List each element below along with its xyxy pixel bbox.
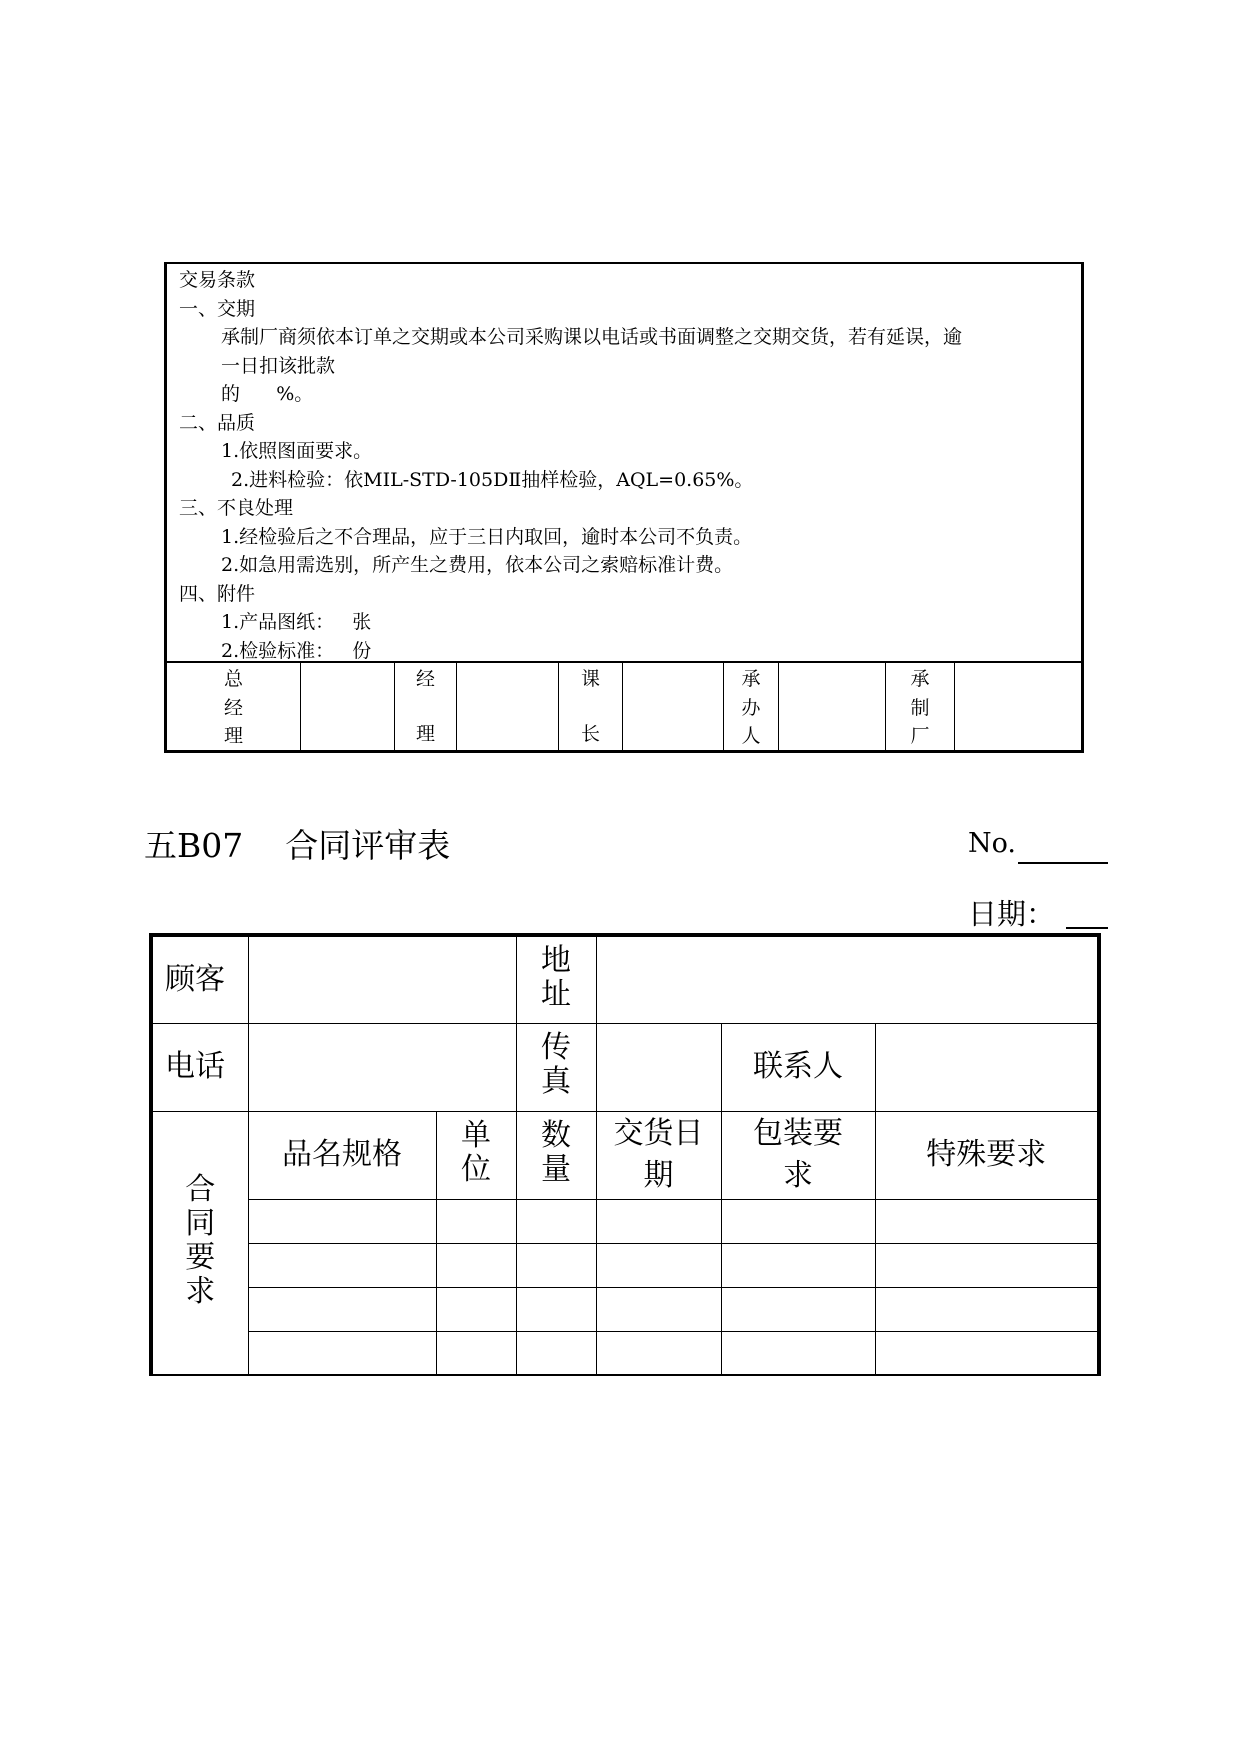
- section-defect-heading: 三、不良处理: [179, 497, 294, 519]
- defect-item-1: 1.经检验后之不合理品，应于三日内取回，逾时本公司不负责。: [221, 525, 753, 548]
- customer-label: 顾客: [151, 935, 248, 1023]
- cell-unit[interactable]: [436, 1243, 516, 1287]
- cell-quantity[interactable]: [516, 1243, 596, 1287]
- cell-delivery-date[interactable]: [596, 1287, 721, 1331]
- table-row: [151, 1331, 1099, 1375]
- cell-product-spec[interactable]: [248, 1243, 436, 1287]
- address-field[interactable]: [596, 935, 1099, 1023]
- cell-packaging[interactable]: [721, 1199, 875, 1243]
- col-delivery-date-cell: [596, 1111, 721, 1199]
- cell-quantity[interactable]: [516, 1331, 596, 1375]
- cell-packaging[interactable]: [721, 1243, 875, 1287]
- handler-signature-field[interactable]: [779, 663, 886, 750]
- section-quality-heading: 二、品质: [179, 411, 256, 434]
- cell-delivery-date[interactable]: [596, 1243, 721, 1287]
- section-chief-label: 课 长: [559, 663, 623, 750]
- table-row: [151, 1243, 1099, 1287]
- cell-unit[interactable]: [436, 1331, 516, 1375]
- form-date-field[interactable]: [1066, 927, 1108, 929]
- cell-product-spec[interactable]: [248, 1287, 436, 1331]
- gm-signature-field[interactable]: [301, 663, 395, 750]
- fax-label: 传真: [541, 1030, 571, 1099]
- contract-header-row: [151, 1111, 1099, 1199]
- address-label: 地址: [541, 942, 571, 1012]
- attachment-item-1: 1.产品图纸： 张: [221, 611, 372, 633]
- gm-label: 总 经 理: [167, 663, 301, 750]
- table-row: [151, 1199, 1099, 1243]
- cell-special[interactable]: [875, 1331, 1099, 1375]
- contract-req-label-cell: [151, 1111, 248, 1375]
- form-title: 五B07 合同评审表: [144, 826, 451, 865]
- col-delivery-date: 交货日期: [613, 1116, 704, 1193]
- contractor-label: 承 制 厂: [886, 663, 955, 750]
- contractor-signature-field[interactable]: [955, 663, 1081, 750]
- col-special: 特殊要求: [875, 1111, 1099, 1199]
- defect-item-2: 2.如急用需选别，所产生之费用，依本公司之索赔标准计费。: [221, 554, 734, 576]
- quality-item-1: 1.依照图面要求。: [221, 440, 373, 462]
- col-quantity: 数量: [541, 1118, 571, 1187]
- col-packaging-cell: [721, 1111, 875, 1199]
- cell-unit[interactable]: [436, 1199, 516, 1243]
- trade-terms-box: [164, 262, 1084, 753]
- cell-product-spec[interactable]: [248, 1331, 436, 1375]
- cell-packaging[interactable]: [721, 1287, 875, 1331]
- table-row: [151, 1287, 1099, 1331]
- cell-special[interactable]: [875, 1243, 1099, 1287]
- phone-label: 电话: [151, 1023, 248, 1111]
- terms-title: 交易条款: [179, 269, 256, 291]
- form-number-label: No.: [968, 828, 1016, 859]
- contact-label: 联系人: [721, 1023, 875, 1111]
- cell-unit[interactable]: [436, 1287, 516, 1331]
- cell-product-spec[interactable]: [248, 1199, 436, 1243]
- cell-quantity[interactable]: [516, 1199, 596, 1243]
- form-date-label: 日期：: [968, 897, 1056, 931]
- manager-signature-field[interactable]: [457, 663, 559, 750]
- contract-req-label: 合同要求: [185, 1171, 216, 1309]
- customer-row: [151, 935, 1099, 1023]
- contract-review-table: [149, 933, 1101, 1376]
- handler-label: 承 办 人: [724, 663, 779, 750]
- delivery-clause-line1: 承制厂商须依本订单之交期或本公司采购课以电话或书面调整之交期交货，若有延误，逾: [221, 326, 963, 348]
- address-label-cell: [516, 935, 596, 1023]
- trade-terms-text: [179, 266, 1073, 665]
- customer-field[interactable]: [248, 935, 516, 1023]
- quality-item-2: 2.进料检验：依MIL-STD-105DⅡ抽样检验，AQL=0.65%。: [231, 468, 754, 491]
- delivery-clause-line2: 一日扣该批款: [221, 354, 336, 377]
- fax-label-cell: [516, 1023, 596, 1111]
- attachment-item-2: 2.检验标准： 份: [221, 639, 372, 662]
- manager-label: 经 理: [395, 663, 457, 750]
- phone-row: [151, 1023, 1099, 1111]
- contact-field[interactable]: [875, 1023, 1099, 1111]
- col-unit-cell: [436, 1111, 516, 1199]
- cell-quantity[interactable]: [516, 1287, 596, 1331]
- signature-row: [167, 661, 1081, 750]
- section-attachments-heading: 四、附件: [179, 582, 256, 605]
- cell-special[interactable]: [875, 1287, 1099, 1331]
- section-chief-signature-field[interactable]: [623, 663, 724, 750]
- cell-packaging[interactable]: [721, 1331, 875, 1375]
- delivery-clause-line3: 的 %。: [221, 383, 314, 405]
- cell-delivery-date[interactable]: [596, 1199, 721, 1243]
- col-packaging: 包装要求: [753, 1116, 843, 1193]
- phone-field[interactable]: [248, 1023, 516, 1111]
- section-delivery-heading: 一、交期: [179, 297, 256, 320]
- cell-delivery-date[interactable]: [596, 1331, 721, 1375]
- col-product-spec: 品名规格: [248, 1111, 436, 1199]
- fax-field[interactable]: [596, 1023, 721, 1111]
- col-quantity-cell: [516, 1111, 596, 1199]
- col-unit: 单位: [461, 1118, 491, 1187]
- form-number-field[interactable]: [1018, 862, 1108, 864]
- cell-special[interactable]: [875, 1199, 1099, 1243]
